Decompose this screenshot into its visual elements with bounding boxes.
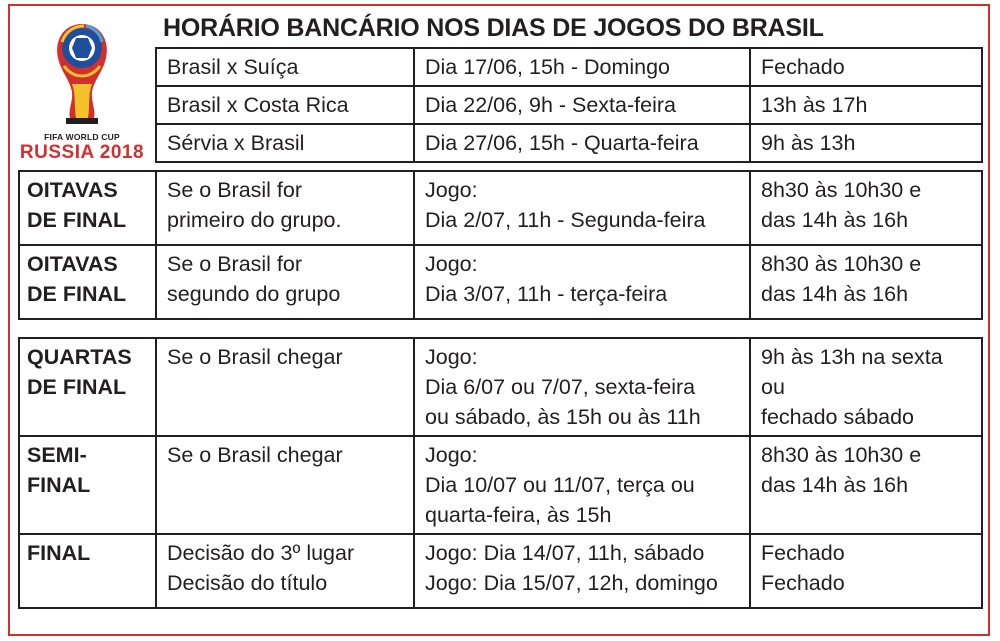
hours-cell: 13h às 17h	[750, 86, 982, 124]
game-line: Dia 3/07, 11h - terça-feira	[425, 282, 668, 306]
logo-fifa-text: FIFA WORLD CUP	[44, 132, 120, 142]
match-cell: Brasil x Suíça	[156, 48, 414, 86]
condition-line: Se o Brasil chegar	[167, 443, 343, 467]
hours-line: 8h30 às 10h30 e	[761, 252, 922, 276]
condition-line: primeiro do grupo.	[167, 208, 342, 232]
hours-cell	[750, 171, 982, 245]
hours-line: ou	[761, 375, 785, 399]
hours-line: Fechado	[761, 571, 845, 595]
condition-line: Se o Brasil chegar	[167, 345, 343, 369]
game-cell	[414, 245, 750, 319]
table-row	[19, 171, 982, 245]
game-cell	[414, 338, 750, 436]
stage-cell	[19, 338, 156, 436]
table-row	[19, 534, 982, 608]
condition-line: Decisão do 3º lugar	[167, 541, 355, 565]
condition-line: Se o Brasil for	[167, 252, 303, 276]
world-cup-trophy-icon	[14, 14, 150, 132]
game-line: Jogo:	[425, 178, 478, 202]
condition-cell	[156, 171, 414, 245]
hours-cell	[750, 245, 982, 319]
game-cell	[414, 436, 750, 534]
hours-line: 8h30 às 10h30 e	[761, 178, 922, 202]
table-row	[19, 338, 982, 436]
condition-cell	[156, 436, 414, 534]
hours-cell: 9h às 13h	[750, 124, 982, 162]
game-line: Jogo:	[425, 345, 478, 369]
hours-line: das 14h às 16h	[761, 208, 909, 232]
logo-russia-text: RUSSIA 2018	[19, 142, 145, 163]
table-row	[156, 124, 982, 162]
condition-line: Se o Brasil for	[167, 178, 303, 202]
condition-line: segundo do grupo	[167, 282, 341, 306]
table-row	[156, 48, 982, 86]
hours-line: das 14h às 16h	[761, 282, 909, 306]
hours-line: 9h às 13h na sexta	[761, 345, 943, 369]
game-line: Dia 10/07 ou 11/07, terça ou	[425, 473, 695, 497]
game-line: Jogo:	[425, 443, 478, 467]
condition-cell	[156, 338, 414, 436]
hours-line: Fechado	[761, 541, 845, 565]
stage-line: SEMI-	[27, 443, 87, 467]
stage-line: DE FINAL	[27, 282, 127, 306]
stage-line: QUARTAS	[27, 345, 132, 369]
game-cell	[414, 171, 750, 245]
game-line: Dia 2/07, 11h - Segunda-feira	[425, 208, 706, 232]
date-cell: Dia 22/06, 9h - Sexta-feira	[414, 86, 750, 124]
table-row	[19, 436, 982, 534]
stage-cell	[19, 171, 156, 245]
round-of-16-table	[18, 170, 983, 320]
condition-cell	[156, 534, 414, 608]
hours-line: fechado sábado	[761, 405, 915, 429]
hours-line: das 14h às 16h	[761, 473, 909, 497]
game-line: ou sábado, às 15h ou às 11h	[425, 405, 701, 429]
stage-cell	[19, 534, 156, 608]
game-line: quarta-feira, às 15h	[425, 503, 612, 527]
world-cup-logo	[14, 14, 150, 164]
stage-line: OITAVAS	[27, 252, 118, 276]
match-cell: Sérvia x Brasil	[156, 124, 414, 162]
page-title: HORÁRIO BANCÁRIO NOS DIAS DE JOGOS DO BRASIL	[163, 14, 824, 42]
table-row	[19, 245, 982, 319]
game-cell	[414, 534, 750, 608]
condition-cell	[156, 245, 414, 319]
stage-line: OITAVAS	[27, 178, 118, 202]
stage-cell	[19, 436, 156, 534]
hours-line: 8h30 às 10h30 e	[761, 443, 922, 467]
later-stages-table	[18, 337, 983, 609]
table-row	[156, 86, 982, 124]
hours-cell	[750, 436, 982, 534]
group-stage-table	[155, 47, 983, 163]
stage-line: DE FINAL	[27, 208, 127, 232]
condition-line: Decisão do título	[167, 571, 328, 595]
hours-cell	[750, 534, 982, 608]
date-cell: Dia 17/06, 15h - Domingo	[414, 48, 750, 86]
match-cell: Brasil x Costa Rica	[156, 86, 414, 124]
hours-cell	[750, 338, 982, 436]
stage-cell	[19, 245, 156, 319]
stage-line: FINAL	[27, 541, 91, 565]
game-line: Jogo: Dia 15/07, 12h, domingo	[425, 571, 718, 595]
date-cell: Dia 27/06, 15h - Quarta-feira	[414, 124, 750, 162]
game-line: Jogo: Dia 14/07, 11h, sábado	[425, 541, 705, 565]
stage-line: DE FINAL	[27, 375, 127, 399]
stage-line: FINAL	[27, 473, 91, 497]
hours-cell: Fechado	[750, 48, 982, 86]
game-line: Jogo:	[425, 252, 478, 276]
game-line: Dia 6/07 ou 7/07, sexta-feira	[425, 375, 696, 399]
